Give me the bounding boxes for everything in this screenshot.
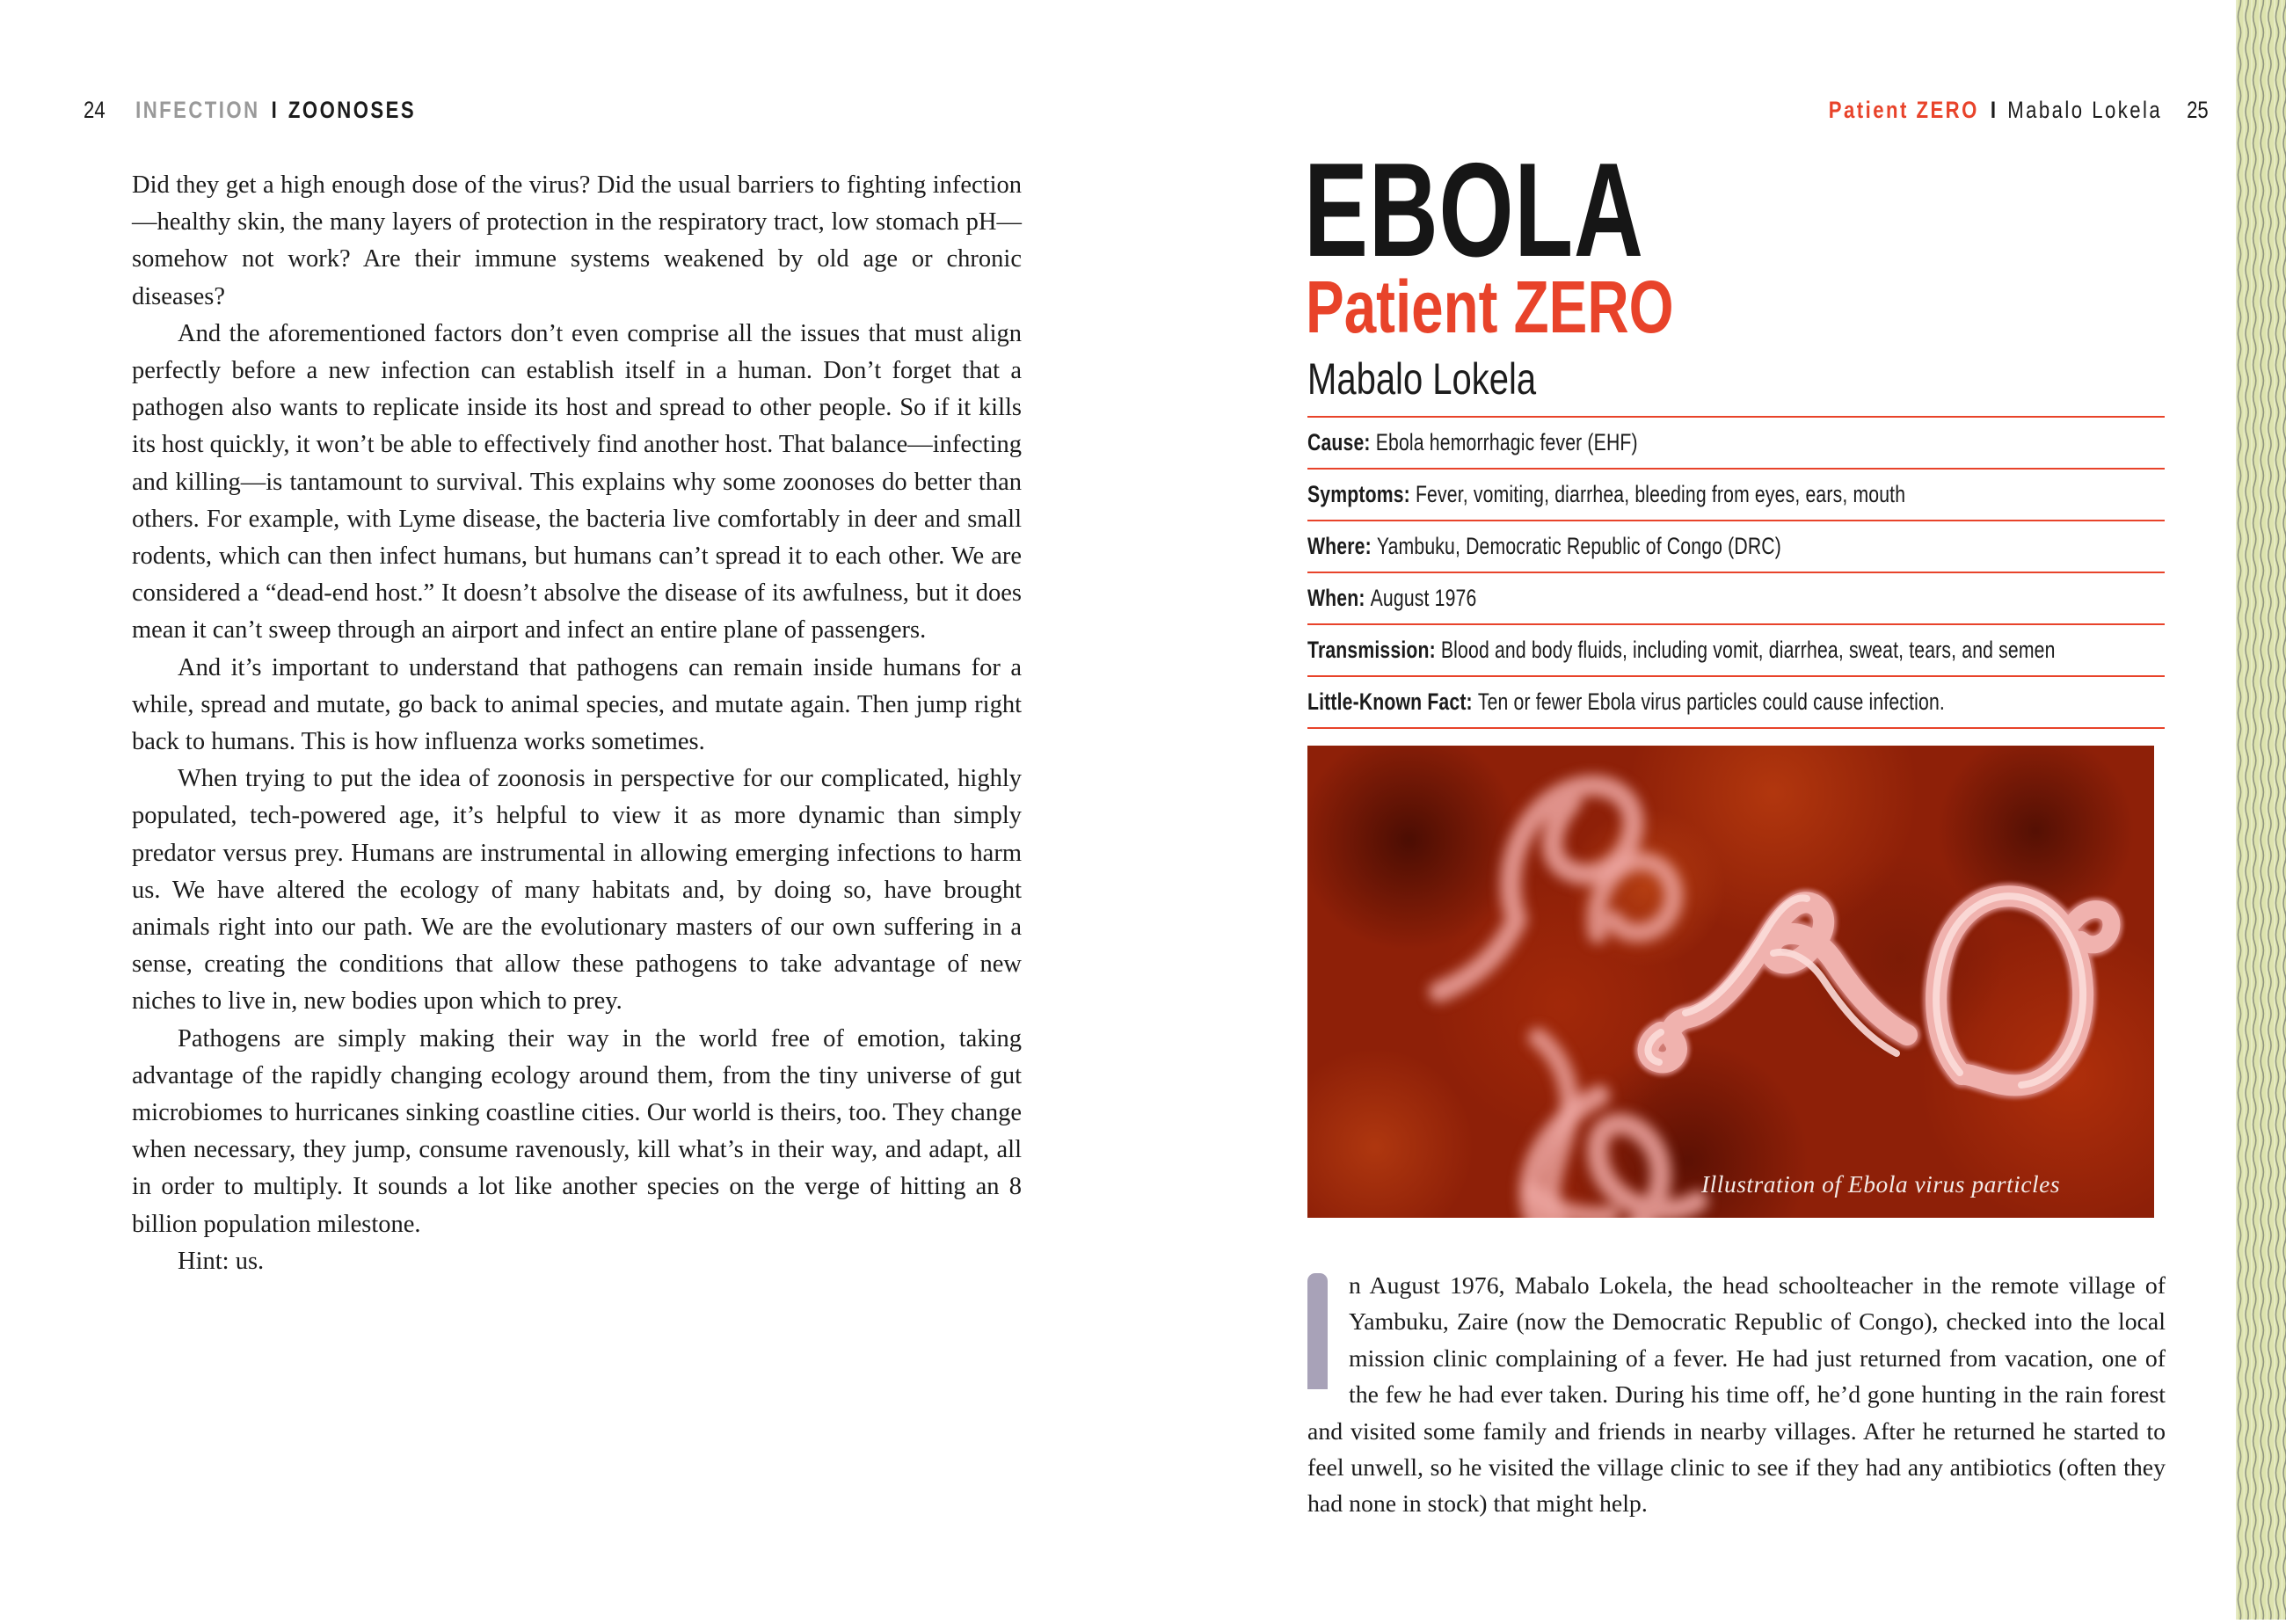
- left-running-head: [84, 97, 416, 124]
- fact-value: August 1976: [1370, 585, 1477, 611]
- patient-name: Mabalo Lokela: [1307, 354, 1537, 404]
- body-paragraph: When trying to put the idea of zoonosis in perspective for our complicated, highly populated, tech-powered age, it’s helpful to view it as more dynamic than simply predator versus prey. Humans are instrumental in allowing emerging infections to harm us. We have altered the ecology of many habitats and, by doing so, have brought animals right into our path. We are the evolutionary masters of our own suffering in a sense, creating the conditions that allow these pathogens to take advantage of new niches to live in, new bodies upon which to prey.: [132, 765, 1022, 1016]
- right-header-separator: I: [1991, 97, 1997, 123]
- fact-list: [1307, 416, 2165, 729]
- left-page-number: 24: [84, 97, 106, 123]
- fact-label: Where:: [1307, 533, 1372, 559]
- body-paragraph: Hint: us.: [178, 1247, 265, 1275]
- right-running-head: [1829, 97, 2209, 124]
- book-edge-pattern: [2236, 0, 2286, 1620]
- drop-cap-letter-i: [1307, 1273, 1328, 1407]
- fact-label: Little-Known Fact:: [1307, 688, 1473, 715]
- left-header-separator: I: [271, 97, 277, 123]
- disease-title: EBOLA: [1304, 135, 1644, 285]
- fact-label: Cause:: [1307, 429, 1371, 455]
- right-header-section: Patient ZERO: [1829, 97, 1980, 123]
- wavy-lines-pattern-svg: [2236, 0, 2286, 1620]
- fact-label: When:: [1307, 585, 1365, 611]
- fact-value: Yambuku, Democratic Republic of Congo (DRC): [1376, 533, 1781, 559]
- left-body-text: [132, 167, 1022, 1280]
- fact-value: Fever, vomiting, diarrhea, bleeding from eyes, ears, mouth: [1415, 481, 1906, 507]
- intro-paragraph: [1307, 1268, 2166, 1523]
- body-paragraph: And the aforementioned factors don’t even comprise all the issues that must align perfectly before a new infection can establish itself in a human. Don’t forget that a pathogen also wants to replicate inside its host and spread to other people. So if it kills its host quickly, it won’t be able to effectively find another host. That balance—infecting and killing—is tantamount to survival. This explains why some zoonoses do better than others. For example, with Lyme disease, the bacteria live comfortably in deer and small rodents, which can then infect humans, but humans can’t spread it to each other. We are considered a “dead-end host.” It doesn’t absolve the disease of its awfulness, but it does mean it can’t sweep through an airport and infect an entire plane of passengers.: [132, 319, 1023, 645]
- body-paragraph: Pathogens are simply making their way in the world free of emotion, taking advantage of the rapidly changing ecology around them, from the tiny universe of gut microbiomes to hurricanes sinking coastline cities. Our world is theirs, too. They change when necessary, they jump, consume ravenously, kill what’s in their way, and adapt, all in order to multiply. It sounds a lot like another species on the verge of hitting an 8 billion population milestone.: [132, 1024, 1022, 1238]
- fact-row-where: [1307, 520, 2165, 572]
- fact-label: Symptoms:: [1307, 481, 1410, 507]
- illustration-caption: Illustration of Ebola virus particles: [1701, 1170, 2061, 1198]
- body-paragraph: And it’s important to understand that pathogens can remain inside humans for a while, spread and mutate, go back to animal species, and mutate again. Then jump right back to humans. This is how influenza works sometimes.: [132, 653, 1022, 756]
- fact-row-when: [1307, 572, 2165, 623]
- intro-text: n August 1976, Mabalo Lokela, the head schoolteacher in the remote village of Yambuku, Zaire (now the Democratic Republic of Congo), checked into the local mission clinic complaining of a fever. He had just returned from vacation, one of the few he had ever taken. During his time off, he’d gone hunting in the rain forest and visited some family and friends in nearby villages. After he returned he started to feel unwell, so he visited the village clinic to see if they had any antibiotics (often they had none in stock) that might help.: [1307, 1272, 2166, 1518]
- fact-row-transmission: [1307, 623, 2165, 675]
- fact-value: Ten or fewer Ebola virus particles could cause infection.: [1477, 688, 1945, 715]
- virus-filaments-graphic: [1307, 746, 2154, 1218]
- fact-value: Blood and body fluids, including vomit, diarrhea, sweat, tears, and semen: [1440, 637, 2056, 663]
- left-header-chapter: ZOONOSES: [288, 97, 417, 123]
- left-header-section: INFECTION: [135, 97, 260, 123]
- fact-row-symptoms: [1307, 468, 2165, 520]
- right-page-number: 25: [2187, 97, 2209, 123]
- fact-value: Ebola hemorrhagic fever (EHF): [1375, 429, 1638, 455]
- body-paragraph: Did they get a high enough dose of the virus? Did the usual barriers to fighting infection—healthy skin, the many layers of protection in the respiratory tract, low stomach pH—somehow not work? Are their immune systems weakened by old age or chronic diseases?: [132, 171, 1022, 310]
- ebola-virus-illustration: [1307, 746, 2154, 1218]
- right-header-chapter: Mabalo Lokela: [2007, 97, 2163, 123]
- fact-label: Transmission:: [1307, 637, 1436, 663]
- fact-row-cause: [1307, 416, 2165, 468]
- fact-row-little-known-fact: [1307, 675, 2165, 729]
- patient-zero-subtitle: Patient ZERO: [1306, 266, 1674, 348]
